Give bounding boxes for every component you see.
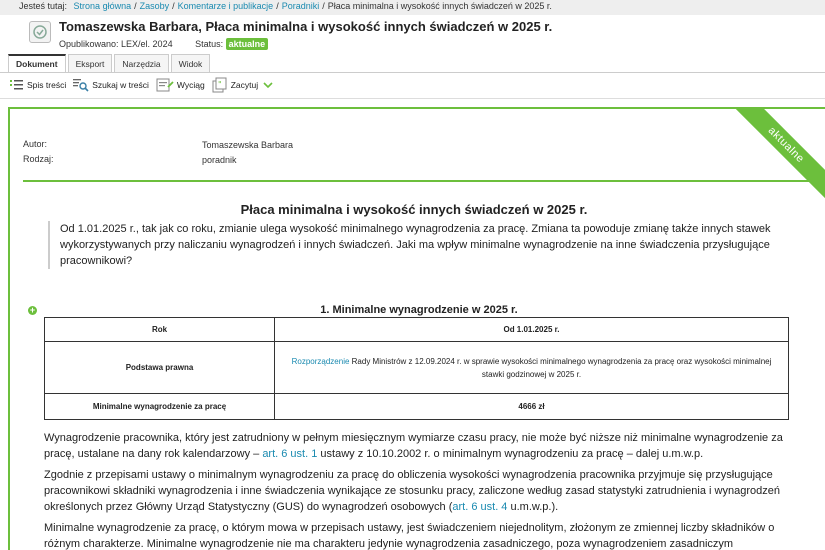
table-cell: Od 1.01.2025 r. xyxy=(275,318,789,342)
tab-divider xyxy=(0,72,825,73)
tab-export[interactable]: Eksport xyxy=(68,54,113,72)
paragraph-text: Wynagrodzenie pracownika, który jest zatrudniony w pełnym miesięcznym wymiarze czasu pracy, nie może być niższe niż minimalne wynagrodzenie za pracę, ustalane na dany rok kalendarzowy – xyxy=(44,432,783,460)
tab-tools[interactable]: Narzędzia xyxy=(114,54,168,72)
toc-label: Spis treści xyxy=(27,80,67,90)
search-label: Szukaj w treści xyxy=(92,80,149,90)
table-row xyxy=(45,342,789,394)
table-cell: 4666 zł xyxy=(275,394,789,420)
regulation-text: Rady Ministrów z 12.09.2024 r. w sprawie wysokości minimalnego wynagrodzenia za pracę oraz wysokości minimalnej stawki godzinowej w 2025 r. xyxy=(349,356,772,379)
svg-text:": " xyxy=(217,80,222,89)
tab-view[interactable]: Widok xyxy=(171,54,211,72)
breadcrumb-resources[interactable]: Zasoby xyxy=(139,1,170,11)
breadcrumb-guides[interactable]: Poradniki xyxy=(281,1,320,11)
toc-icon xyxy=(10,79,24,91)
page-title: Tomaszewska Barbara, Płaca minimalna i wysokość innych świadczeń w 2025 r. xyxy=(59,19,553,34)
document-icon xyxy=(29,21,51,43)
status-badge: aktualne xyxy=(226,38,269,50)
regulation-link[interactable]: Rozporządzenie xyxy=(291,356,350,366)
table-cell xyxy=(275,342,789,394)
header-separator xyxy=(23,180,825,182)
quote-label: Zacytuj xyxy=(230,80,259,90)
paragraph-text: u.m.w.p.). xyxy=(507,501,559,513)
breadcrumb-home[interactable]: Strona główna xyxy=(73,1,132,11)
toolbar xyxy=(10,77,283,93)
expand-plus-icon[interactable]: + xyxy=(29,305,36,315)
status-ribbon: aktualne xyxy=(722,107,825,209)
type-label: Rodzaj: xyxy=(23,154,54,164)
extract-icon xyxy=(156,78,174,92)
table-cell: Podstawa prawna xyxy=(45,342,275,394)
paragraph-text: Zgodnie z przepisami ustawy o minimalnym wynagrodzeniu za pracę do obliczenia wysokości wynagrodzenia pracownika przyjmuje się przysługujące pracownikowi składniki wynagrodzenia i inne świadczenia wynikające ze stosunku pracy, zaliczone według zasad statystyki zatrudnienia i wynagrodzeń określonych przez Główny Urząd Statystyczny (GUS) do wynagrodzeń osobowych ( xyxy=(44,469,780,513)
quote-button[interactable] xyxy=(212,77,276,93)
document-heading: Płaca minimalna i wysokość innych świadczeń w 2025 r. xyxy=(240,202,588,217)
breadcrumb-prefix: Jesteś tutaj: xyxy=(19,1,68,11)
published-info: Opublikowano: LEX/el. 2024 xyxy=(59,39,173,49)
extract-label: Wyciąg xyxy=(176,80,205,90)
section-title: 1. Minimalne wynagrodzenie w 2025 r. xyxy=(320,304,518,316)
table-row xyxy=(45,318,789,342)
paragraph-3: Minimalne wynagrodzenie za pracę, o którym mowa w przepisach ustawy, jest świadczeniem niejednolitym, złożonym ze zmiennej liczby składników o różnym charakterze. Minimalne wynagrodzenie nie ma charakteru jedynie wynagrodzenia zasadniczego, poza wynagrodzeniem zasadniczym xyxy=(44,522,775,550)
breadcrumb-commentaries[interactable]: Komentarze i publikacje xyxy=(177,1,274,11)
extract-button[interactable] xyxy=(156,78,205,92)
author-link[interactable]: Tomaszewska Barbara xyxy=(202,140,294,150)
status-label: Status: xyxy=(195,39,224,49)
search-in-content-button[interactable] xyxy=(73,78,149,92)
lead-paragraph: Od 1.01.2025 r., tak jak co roku, zmianie ulega wysokość minimalnego wynagrodzenia za pracę. Zmiana ta powoduje zmianę także innych stawek wykorzystywanych przy naliczaniu wynagrodzeń i innych świadczeń. Jaki ma wpływ minimalne wynagrodzenie na inne świadczenia przysługujące pracownikowi? xyxy=(48,221,788,269)
paragraph-text: ustawy z 10.10.2002 r. o minimalnym wynagrodzeniu za pracę – dalej u.m.w.p. xyxy=(317,448,704,460)
toc-button[interactable] xyxy=(10,79,66,91)
paragraph-2 xyxy=(44,467,799,515)
search-icon xyxy=(73,78,89,92)
tab-document[interactable]: Dokument xyxy=(8,54,66,72)
document-frame xyxy=(8,107,825,550)
breadcrumb-current: Płaca minimalna i wysokość innych świadczeń w 2025 r. xyxy=(327,1,552,11)
quote-icon xyxy=(212,77,228,93)
toolbar-divider xyxy=(0,98,825,99)
art-6-ust-4-link[interactable]: art. 6 ust. 4 xyxy=(452,501,508,513)
art-6-ust-1-link[interactable]: art. 6 ust. 1 xyxy=(262,448,318,460)
chevron-down-icon[interactable] xyxy=(263,81,273,89)
document-meta xyxy=(59,38,268,50)
tab-bar xyxy=(8,54,212,72)
table-cell: Rok xyxy=(45,318,275,342)
author-label: Autor: xyxy=(23,139,48,149)
type-value: poradnik xyxy=(202,155,237,165)
table-cell: Minimalne wynagrodzenie za pracę xyxy=(45,394,275,420)
breadcrumb: Jesteś tutaj: Strona główna / Zasoby / Komentarze i publikacje / Poradniki / Płaca minimalna i wysokość innych świadczeń w 2025 r. xyxy=(0,0,825,15)
table-row xyxy=(45,394,789,420)
paragraph-1 xyxy=(44,430,799,462)
wage-table xyxy=(44,317,789,420)
